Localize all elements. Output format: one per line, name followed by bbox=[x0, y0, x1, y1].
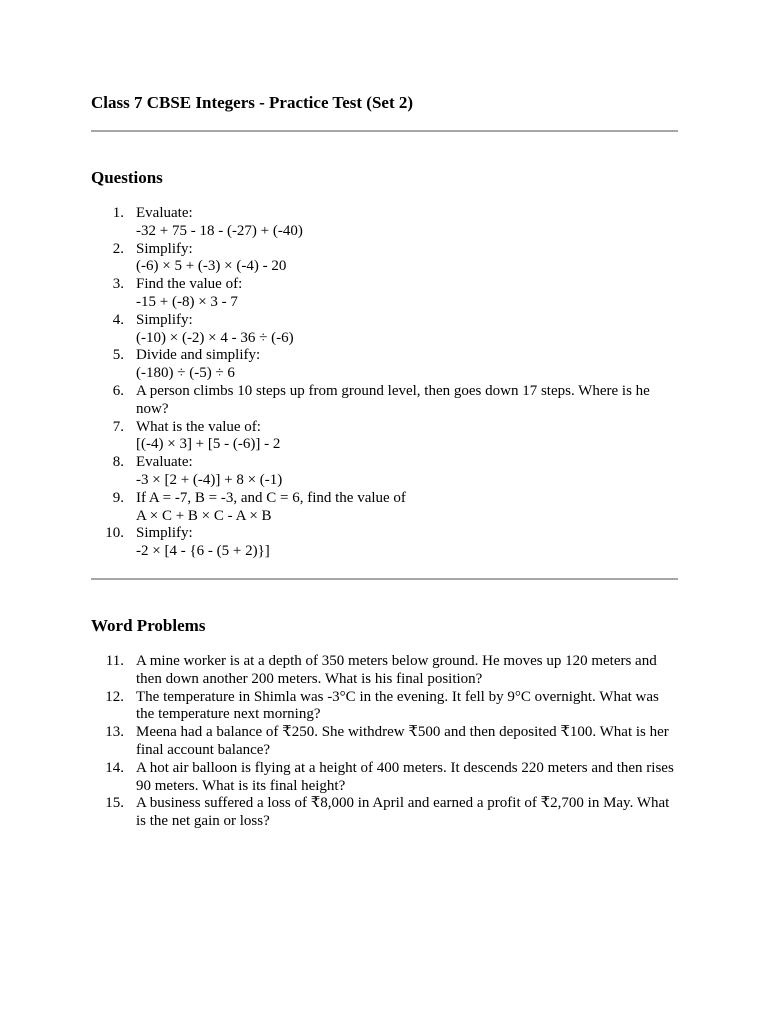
question-item bbox=[91, 312, 678, 348]
divider-middle bbox=[91, 578, 678, 580]
question-prompt: Evaluate: bbox=[136, 454, 193, 471]
word-problem-number: 12. bbox=[105, 688, 124, 705]
word-problem-item bbox=[91, 653, 678, 689]
word-problem-number: 14. bbox=[105, 759, 124, 776]
question-number: 8. bbox=[112, 454, 124, 471]
question-prompt: A person climbs 10 steps up from ground level, then goes down 17 steps. Where is he now? bbox=[136, 382, 650, 417]
questions-list bbox=[91, 205, 678, 561]
question-number: 2. bbox=[112, 240, 124, 257]
question-prompt: Find the value of: bbox=[136, 276, 243, 293]
question-item bbox=[91, 205, 678, 241]
question-item bbox=[91, 525, 678, 561]
word-problem-text: Meena had a balance of ₹250. She withdrew ₹500 and then deposited ₹100. What is her final account balance? bbox=[136, 724, 669, 758]
word-problems-heading: Word Problems bbox=[91, 616, 206, 635]
word-problem-item bbox=[91, 689, 678, 725]
question-number: 6. bbox=[112, 382, 124, 399]
question-number: 4. bbox=[112, 311, 124, 328]
word-problem-number: 11. bbox=[105, 653, 124, 669]
word-problem-text: A hot air balloon is flying at a height of 400 meters. It descends 220 meters and then rises 90 meters. What is its final height? bbox=[136, 759, 674, 794]
question-item bbox=[91, 490, 678, 526]
word-problem-item bbox=[91, 760, 678, 796]
question-item bbox=[91, 276, 678, 312]
question-expression: (-10) × (-2) × 4 - 36 ÷ (-6) bbox=[136, 329, 294, 346]
word-problem-number: 15. bbox=[105, 795, 124, 812]
question-expression: (-6) × 5 + (-3) × (-4) - 20 bbox=[136, 258, 287, 275]
word-problem-text: A business suffered a loss of ₹8,000 in April and earned a profit of ₹2,700 in May. What is the net gain or loss? bbox=[136, 795, 670, 830]
page-title: Class 7 CBSE Integers - Practice Test (Set 2) bbox=[91, 93, 414, 112]
question-number: 7. bbox=[112, 418, 124, 435]
question-item bbox=[91, 454, 678, 490]
word-problem-text: A mine worker is at a depth of 350 meters below ground. He moves up 120 meters and then down another 200 meters. What is his final position? bbox=[136, 653, 657, 687]
divider-top bbox=[91, 130, 678, 132]
question-number: 5. bbox=[112, 347, 124, 364]
question-prompt: If A = -7, B = -3, and C = 6, find the value of bbox=[136, 489, 406, 506]
question-number: 9. bbox=[112, 489, 124, 506]
questions-heading: Questions bbox=[91, 168, 163, 187]
word-problem-text: The temperature in Shimla was -3°C in the evening. It fell by 9°C overnight. What was the temperature next morning? bbox=[136, 688, 659, 723]
question-item bbox=[91, 419, 678, 455]
question-prompt: Divide and simplify: bbox=[136, 347, 261, 364]
question-item bbox=[91, 347, 678, 383]
question-expression: A × C + B × C - A × B bbox=[136, 507, 272, 524]
question-expression: -2 × [4 - {6 - (5 + 2)}] bbox=[136, 543, 270, 560]
question-prompt: Simplify: bbox=[136, 240, 193, 257]
question-item bbox=[91, 383, 678, 419]
question-item bbox=[91, 241, 678, 277]
question-prompt: What is the value of: bbox=[136, 418, 261, 435]
question-expression: -32 + 75 - 18 - (-27) + (-40) bbox=[136, 222, 303, 239]
question-expression: [(-4) × 3] + [5 - (-6)] - 2 bbox=[136, 436, 281, 453]
question-expression: -3 × [2 + (-4)] + 8 × (-1) bbox=[136, 471, 283, 488]
question-number: 3. bbox=[112, 276, 124, 293]
word-problem-item bbox=[91, 724, 678, 760]
word-problem-number: 13. bbox=[105, 724, 124, 741]
word-problem-item bbox=[91, 795, 678, 831]
word-problems-list bbox=[91, 653, 678, 831]
question-number: 10. bbox=[105, 525, 124, 542]
question-prompt: Simplify: bbox=[136, 525, 193, 542]
question-number: 1. bbox=[112, 205, 124, 221]
question-prompt: Evaluate: bbox=[136, 205, 193, 221]
question-expression: -15 + (-8) × 3 - 7 bbox=[136, 293, 238, 310]
question-expression: (-180) ÷ (-5) ÷ 6 bbox=[136, 365, 235, 382]
question-prompt: Simplify: bbox=[136, 311, 193, 328]
